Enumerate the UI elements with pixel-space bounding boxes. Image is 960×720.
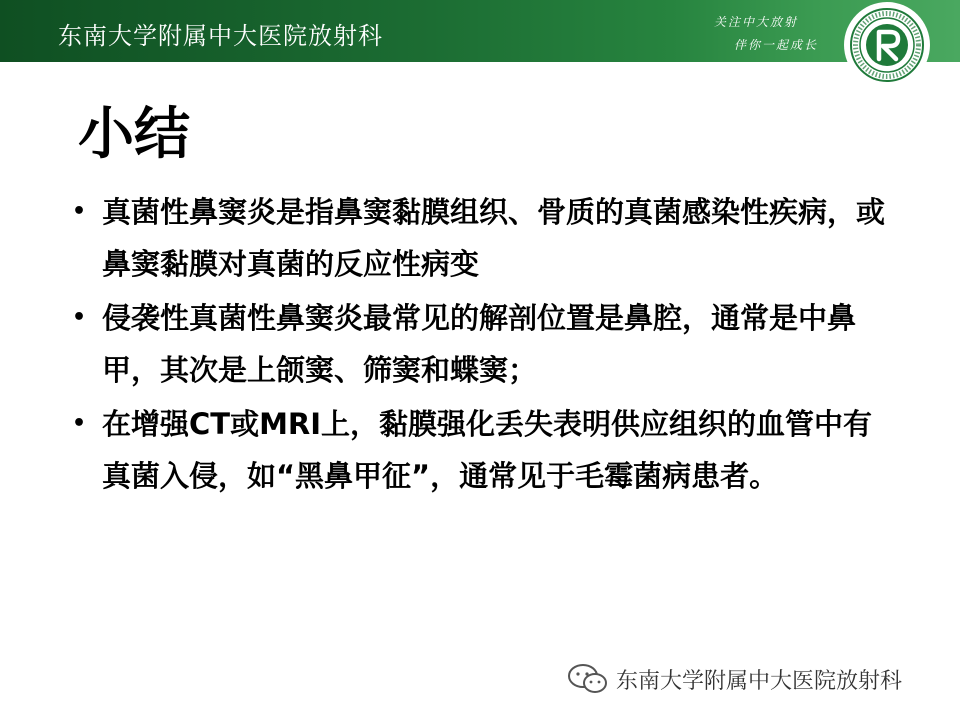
slogan-line-2: 伴你一起成长 [734, 38, 819, 52]
slide-title: 小结 [78, 102, 190, 167]
watermark-text: 东南大学附属中大医院放射科 [616, 668, 903, 694]
hospital-logo [846, 4, 928, 86]
logo-seal-icon [846, 4, 928, 86]
bullet-dot-icon: • [72, 411, 87, 436]
bullet-list [72, 186, 892, 504]
bullet-dot-icon: • [72, 305, 87, 330]
bullet-dot-icon: • [72, 199, 87, 224]
bullet-item [72, 186, 892, 290]
bullet-text: 真菌性鼻窦炎是指鼻窦黏膜组织、骨质的真菌感染性疾病，或鼻窦黏膜对真菌的反应性病变 [102, 195, 886, 281]
header-title: 东南大学附属中大医院放射科 [58, 22, 383, 50]
wechat-icon [566, 662, 610, 696]
bullet-item [72, 292, 892, 396]
slogan-line-1: 关注中大放射 [714, 15, 799, 29]
header-banner [0, 0, 960, 62]
watermark [566, 662, 902, 696]
bullet-text: 侵袭性真菌性鼻窦炎最常见的解剖位置是鼻腔，通常是中鼻甲，其次是上颌窦、筛窦和蝶窦； [102, 301, 857, 387]
bullet-text: 在增强CT或MRI上，黏膜强化丢失表明供应组织的血管中有真菌入侵，如“黑鼻甲征”，通常见于毛霉菌病患者。 [102, 407, 873, 493]
bullet-item [72, 398, 892, 502]
